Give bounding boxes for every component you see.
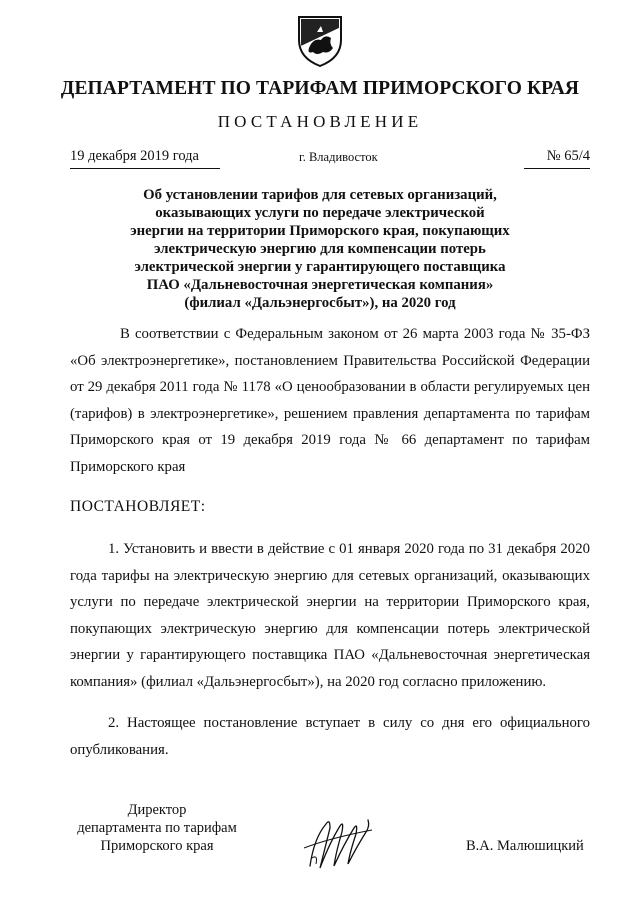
signatory-title-line: Приморского края xyxy=(100,838,214,854)
document-title xyxy=(120,186,520,312)
title-line: (филиал «Дальэнергосбыт»), на 2020 год xyxy=(184,295,456,311)
signatory-title-line: Директор xyxy=(127,802,187,818)
title-line: электрическую энергию для компенсации потерь xyxy=(154,241,486,257)
title-line: ПАО «Дальневосточная энергетическая компания» xyxy=(146,277,494,293)
document-city: г. Владивосток xyxy=(299,150,378,164)
title-line: энергии на территории Приморского края, покупающих xyxy=(130,223,510,239)
title-line: оказывающих услуги по передаче электрической xyxy=(155,205,485,221)
signatory-title xyxy=(62,801,252,855)
clause-2: 2. Настоящее постановление вступает в силу со дня его официального опубликования. xyxy=(70,715,590,758)
decrees-heading: ПОСТАНОВЛЯЕТ: xyxy=(70,498,206,515)
preamble-paragraph: В соответствии с Федеральным законом от 26 марта 2003 года № 35-ФЗ «Об электроэнергетике», постановлением Правительства Российской Федерации от 29 декабря 2011 года № 1178 «О ценообразовании в области регулируемых цен (тарифов) в электроэнергетике», решением правления департамента по тарифам Приморского края от 19 декабря 2019 года № 66 департамент по тарифам Приморского края xyxy=(70,326,590,475)
document-date: 19 декабря 2019 года xyxy=(70,148,220,169)
department-name: ДЕПАРТАМЕНТ ПО ТАРИФАМ ПРИМОРСКОГО КРАЯ xyxy=(60,78,580,99)
title-line: электрической энергии у гарантирующего поставщика xyxy=(134,259,506,275)
document-number: № 65/4 xyxy=(524,148,590,169)
document-type: ПОСТАНОВЛЕНИЕ xyxy=(217,112,423,131)
title-line: Об установлении тарифов для сетевых организаций, xyxy=(143,187,497,203)
signatory-title-line: департамента по тарифам xyxy=(77,820,237,836)
coat-of-arms-icon xyxy=(295,14,345,68)
handwritten-signature xyxy=(300,808,376,874)
clause-1: 1. Установить и ввести в действие с 01 января 2020 года по 31 декабря 2020 года тарифы на электрическую энергию для сетевых организаций, оказывающих услуги по передаче электрической энергии на территории Приморского края, покупающих электрическую энергию для компенсации потерь электрической энергии у гарантирующего поставщика ПАО «Дальневосточная энергетическая компания» (филиал «Дальэнергосбыт»), на 2020 год согласно приложению. xyxy=(70,541,590,690)
signatory-name: В.А. Малюшицкий xyxy=(466,838,584,854)
